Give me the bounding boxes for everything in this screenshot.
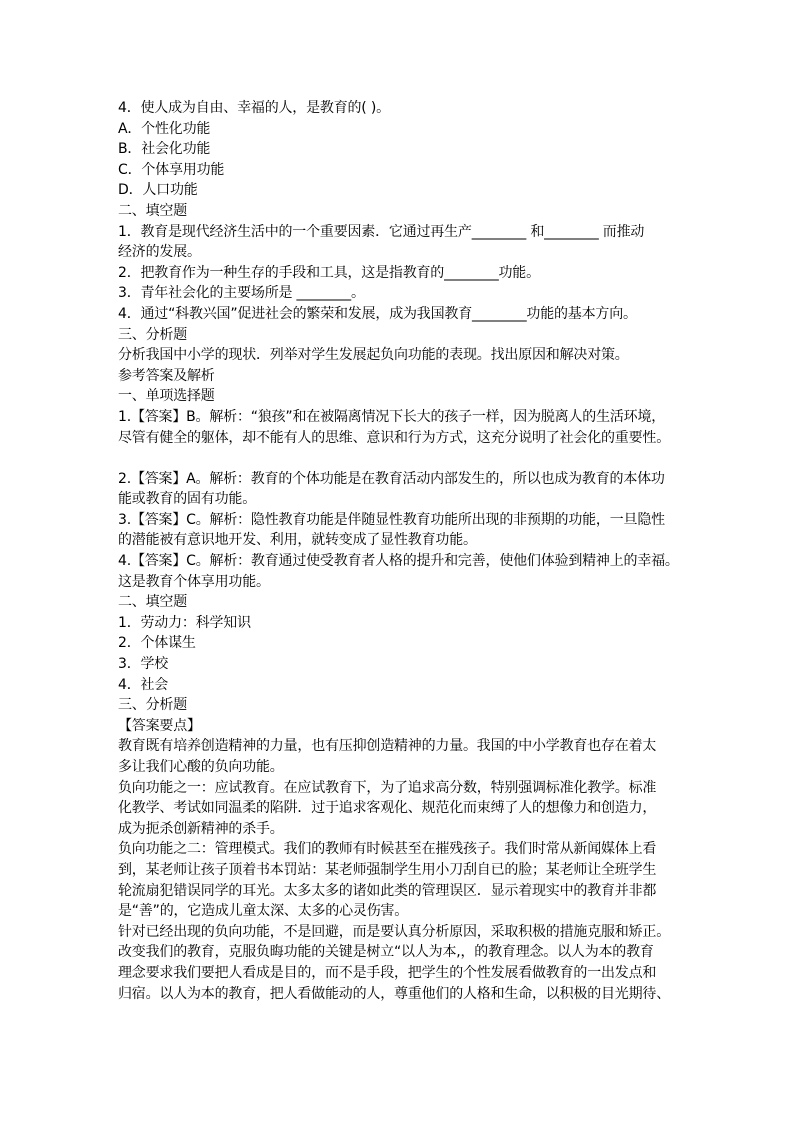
text-line: D．人口功能 [118,182,198,199]
text-line: 4．使人成为自由、幸福的人，是教育的( )。 [118,100,390,116]
text-line: 三、分析题 [118,697,187,714]
text-line: 2.【答案】A。解析：教育的个体功能是在教育活动内部发生的，所以也成为教育的本体功 [118,470,665,487]
text-line: 能或教育的固有功能。 [118,491,256,508]
text-line: 化教学、考试如同温柔的陷阱．过于追求客观化、规范化而束缚了人的想像力和创造力， [118,800,657,817]
blank-line [118,448,698,469]
text-line: 这是教育个体享用功能。 [118,573,270,590]
text-line: 1.【答案】B。解析：“狼孩”和在被隔离情况下长大的孩子一样，因为脱离人的生活环境， [118,408,666,425]
text-line: 改变我们的教育，克服负晦功能的关键是树立“以人为本,，的教育理念。以人为本的教育 [118,944,654,961]
text-line: 1．劳动力：科学知识 [118,614,251,631]
text-line: 二、填空题 [118,594,187,611]
text-line: 3.【答案】C。解析：隐性教育功能是伴随显性教育功能所出现的非预期的功能，一旦隐性 [118,511,665,528]
text-line: 4.【答案】C。解析：教育通过使受教育者人格的提升和完善，使他们体验到精神上的幸福。 [118,553,679,570]
text-line: 理念要求我们要把人看成是目的，而不是手段，把学生的个性发展看做教育的一出发点和 [118,964,657,981]
text-line: 负向功能之二：管理模式。我们的教师有时候甚至在摧残孩子。我们时常从新闻媒体上看 [118,841,657,858]
text-line: 2．个体谋生 [118,635,196,652]
text-line: 的潜能被有意识地开发、利用，就转变成了显性教育功能。 [118,532,477,549]
text-line: 4．通过“科教兴国”促进社会的繁荣和发展，成为我国教育________功能的基本方向。 [118,305,637,322]
text-line: 教育既有培养创造精神的力量，也有压抑创造精神的力量。我国的中小学教育也存在着太 [118,738,657,755]
text-line: 多让我们心酸的负向功能。 [118,759,284,775]
document-body [118,98,698,1004]
text-line: 是“善”的，它造成儿童太深、太多的心灵伤害。 [118,903,409,920]
text-line: 3．学校 [118,656,169,673]
text-line: B．社会化功能 [118,141,211,158]
text-line: 4．社会 [118,676,169,693]
text-line: 1．教育是现代经济生活中的一个重要因素．它通过再生产________ 和________ 而推动 [118,223,645,240]
text-line: 负向功能之一：应试教育。在应试教育下，为了追求高分数，特别强调标准化教学。标准 [118,779,657,796]
text-line: 经济的发展。 [118,244,201,261]
text-line: 到，某老师让孩子顶着书本罚站：某老师强制学生用小刀刮自已的脸；某老师让全班学生 [118,861,657,878]
text-line: 针对已经出现的负向功能，不是回避，而是要认真分析原因，采取积极的措施克服和矫正。 [118,923,670,940]
text-line: 轮流扇犯错误同学的耳光。太多太多的诸如此类的管理误区．显示着现实中的教育并非都 [118,882,657,899]
text-line: 3．青年社会化的主要场所是 ________。 [118,285,365,302]
text-line: 成为扼杀创新精神的杀手。 [118,820,284,837]
text-line: 归宿。以人为本的教育，把人看做能动的人，尊重他们的人格和生命，以积极的目光期待、 [118,985,670,1002]
text-line: 【答案要点】 [118,717,201,734]
text-line: 参考答案及解析 [118,367,215,384]
text-line: 分析我国中小学的现状．列举对学生发展起负向功能的表现。找出原因和解决对策。 [118,347,629,364]
text-line: 尽管有健全的躯体，却不能有人的思维、意识和行为方式，这充分说明了社会化的重要性。 [118,429,670,446]
text-line: 2．把教育作为一种生存的手段和工具，这是指教育的________功能。 [118,264,540,281]
text-line: C．个体享用功能 [118,161,225,178]
text-line: 三、分析题 [118,326,187,343]
text-line: 一、单项选择题 [118,388,215,405]
text-line: A．个性化功能 [118,120,211,137]
text-line: 二、填空题 [118,202,187,219]
